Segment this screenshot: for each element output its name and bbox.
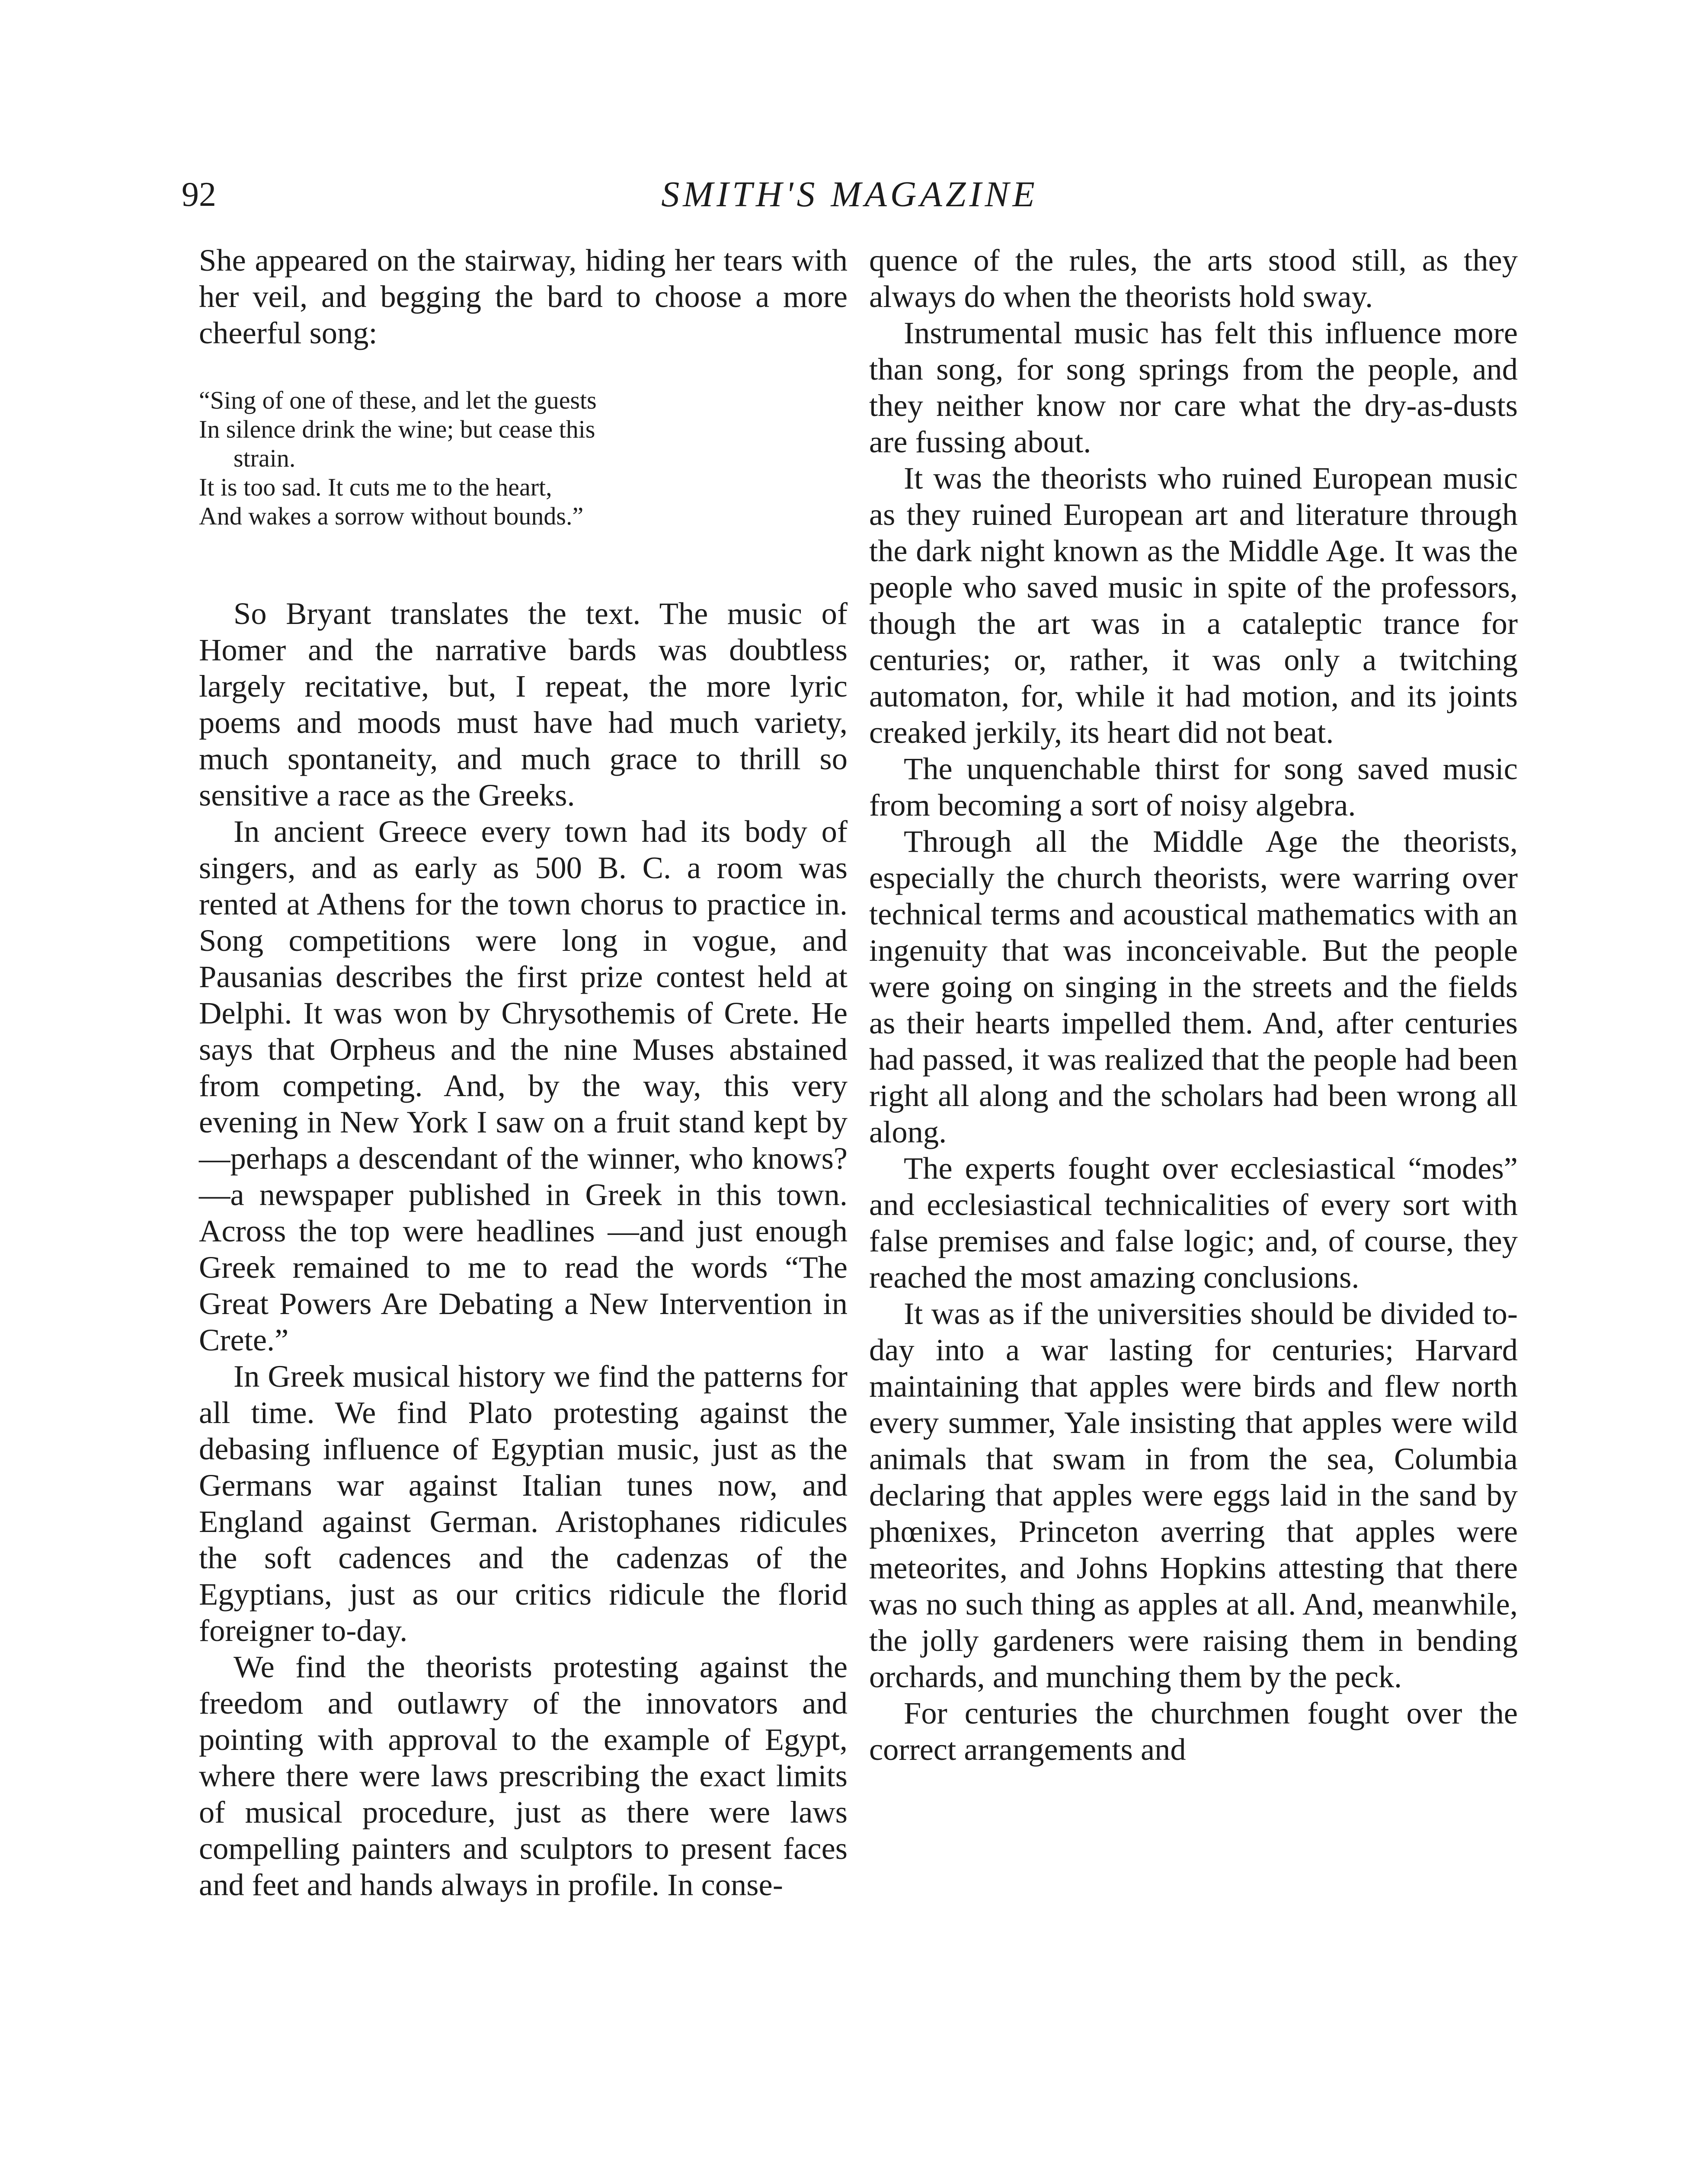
body-paragraph: Instrumental music has felt this influence more than song, for song springs from the people, and they neither know nor care what the dry-as-dusts are fussing about.	[869, 315, 1518, 459]
verse-quote	[199, 386, 848, 531]
intro-paragraph: She appeared on the stairway, hiding her tears with her veil, and begging the bard to choose a more cheerful song:	[199, 243, 848, 350]
body-paragraph: For centuries the churchmen fought over the correct arrangements and	[869, 1695, 1518, 1767]
running-head: SMITH'S MAGAZINE	[661, 174, 1038, 214]
left-column	[199, 242, 848, 1903]
verse-line: “Sing of one of these, and let the guests	[199, 386, 597, 414]
right-column	[869, 242, 1518, 1768]
body-paragraph: So Bryant translates the text. The music of Homer and the narrative bards was doubtless largely recitative, but, I repeat, the more lyric poems and moods must have had much variety, much spontaneity, and much grace to thrill so sensitive a race as the Greeks.	[199, 596, 848, 812]
verse-line: It is too sad. It cuts me to the heart,	[199, 473, 552, 501]
body-paragraph: The unquenchable thirst for song saved music from becoming a sort of noisy algebra.	[869, 751, 1518, 822]
page-header	[182, 164, 1518, 225]
body-paragraph: We find the theorists protesting against the freedom and outlawry of the innovators and pointing with approval to the example of Egypt, where there were laws prescribing the exact limits of musical procedure, just as there were laws compelling painters and sculptors to present faces and feet and hands always in profile. In conse-	[199, 1649, 848, 1902]
continued-paragraph: quence of the rules, the arts stood still, as they always do when the theorists hold sway.	[869, 243, 1518, 314]
body-paragraph: In Greek musical history we find the patterns for all time. We find Plato protesting against the debasing influence of Egyptian music, just as the Germans war against Italian tunes now, and England against German. Aristophanes ridicules the soft cadences and the cadenzas of the Egyptians, just as our critics ridicule the florid foreigner to-day.	[199, 1359, 848, 1648]
page-number: 92	[182, 176, 216, 214]
body-paragraph: Through all the Middle Age the theorists, especially the church theorists, were warring over technical terms and acoustical mathematics with an ingenuity that was inconceivable. But the people were going on singing in the streets and the fields as their hearts impelled them. And, after centuries had passed, it was realized that the people had been right all along and the scholars had been wrong all along.	[869, 824, 1518, 1149]
verse-line: strain.	[233, 444, 296, 472]
verse-line: And wakes a sorrow without bounds.”	[199, 502, 584, 530]
body-paragraph: It was the theorists who ruined European music as they ruined European art and literature through the dark night known as the Middle Age. It was the people who saved music in spite of the professors, though the art was in a cataleptic trance for centuries; or, rather, it was only a twitching automaton, for, while it had motion, and its joints creaked jerkily, its heart did not beat.	[869, 461, 1518, 750]
verse-line: In silence drink the wine; but cease this	[199, 415, 595, 443]
body-paragraph: In ancient Greece every town had its body of singers, and as early as 500 B. C. a room was rented at Athens for the town chorus to practice in. Song competitions were long in vogue, and Pausanias describes the first prize contest held at Delphi. It was won by Chrysothemis of Crete. He says that Orpheus and the nine Muses abstained from competing. And, by the way, this very evening in New York I saw on a fruit stand kept by—perhaps a descendant of the winner, who knows?—a newspaper published in Greek in this town. Across the top were headlines —and just enough Greek remained to me to read the words “The Great Powers Are Debating a New Intervention in Crete.”	[199, 814, 848, 1357]
body-paragraph: It was as if the universities should be divided to-day into a war lasting for centuries; Harvard maintaining that apples were birds and flew north every summer, Yale insisting that apples were wild animals that swam in from the sea, Columbia declaring that apples were eggs laid in the sand by phœnixes, Princeton averring that apples were meteorites, and Johns Hopkins attesting that there was no such thing as apples at all. And, meanwhile, the jolly gardeners were raising them in bending orchards, and munching them by the peck.	[869, 1296, 1518, 1694]
body-paragraph: The experts fought over ecclesiastical “modes” and ecclesiastical technicalities of every sort with false premises and false logic; and, of course, they reached the most amazing conclusions.	[869, 1151, 1518, 1295]
